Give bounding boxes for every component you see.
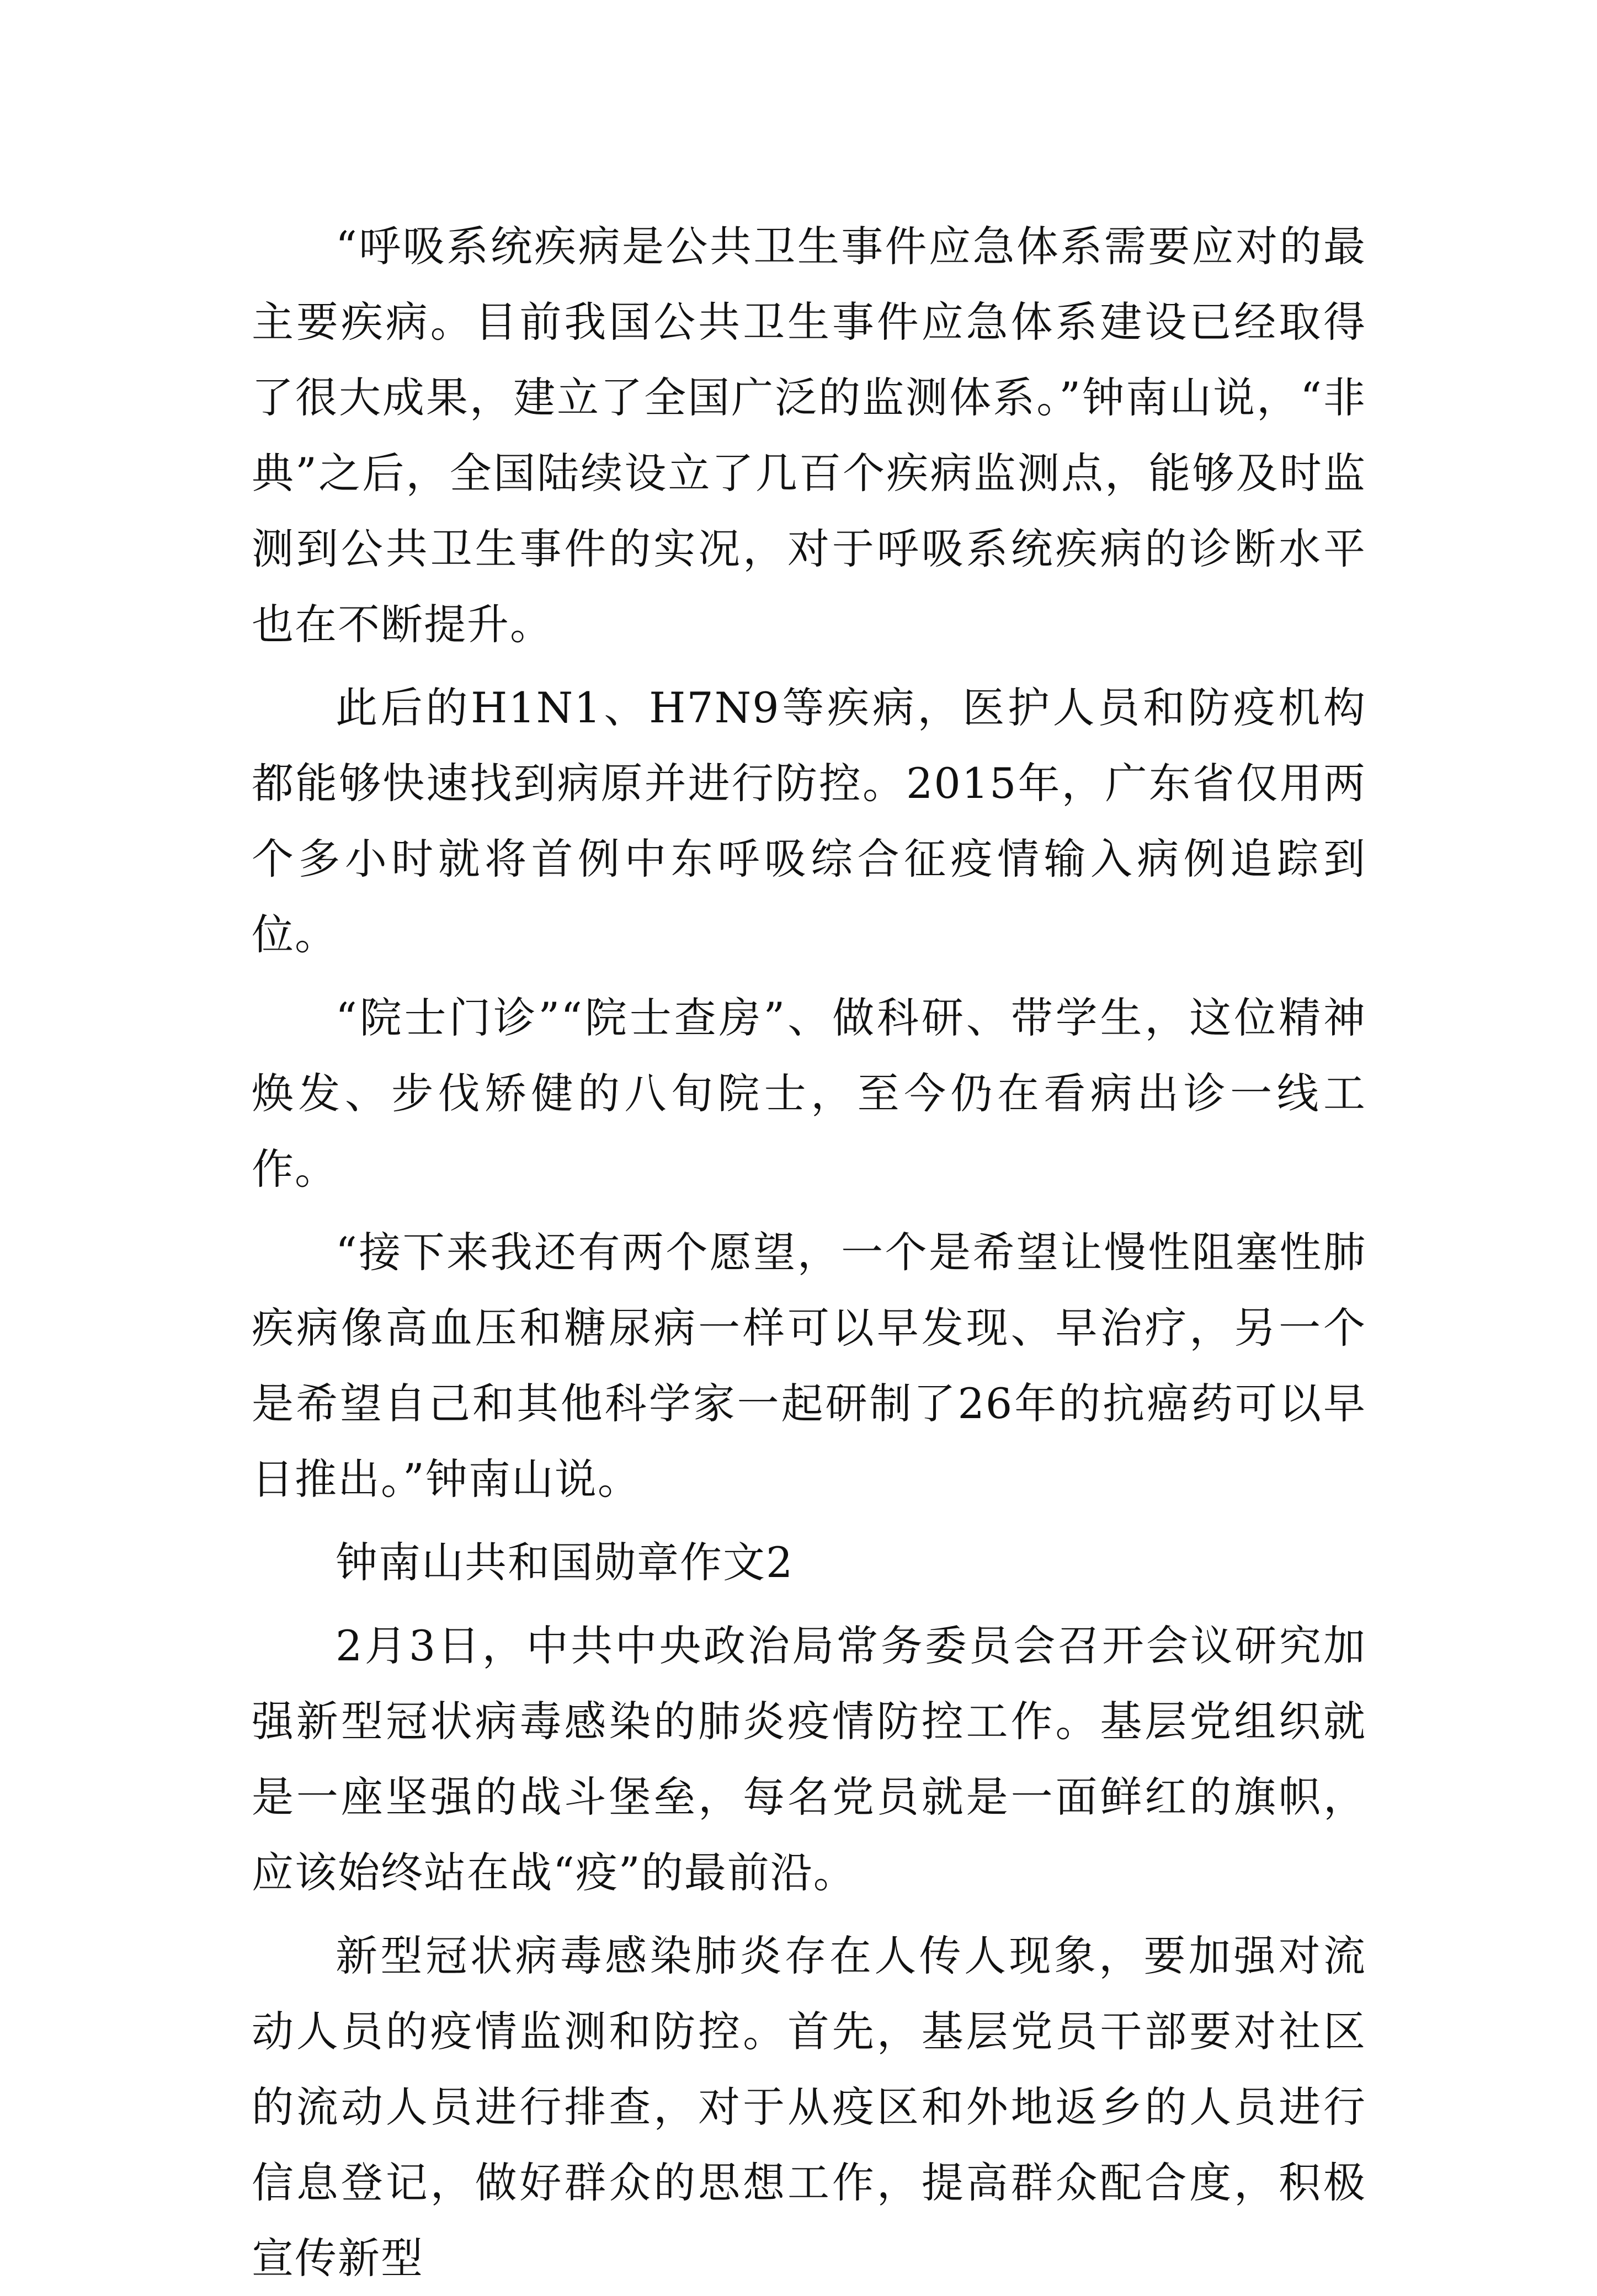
paragraph-2: 此后的H1N1、H7N9等疾病，医护人员和防疫机构都能够快速找到病原并进行防控。2015年，广东省仅用两个多小时就将首例中东呼吸综合征疫情输入病例追踪到位。	[252, 683, 1366, 959]
paragraph-6: 新型冠状病毒感染肺炎存在人传人现象，要加强对流动人员的疫情监测和防控。首先，基层党员干部要对社区的流动人员进行排查，对于从疫区和外地返乡的人员进行信息登记，做好群众的思想工作，提高群众配合度，积极宣传新型	[252, 1931, 1366, 2283]
paragraph-1: “呼吸系统疾病是公共卫生事件应急体系需要应对的最主要疾病。目前我国公共卫生事件应急体系建设已经取得了很大成果，建立了全国广泛的监测体系。”钟南山说，“非典”之后，全国陆续设立了几百个疾病监测点，能够及时监测到公共卫生事件的实况，对于呼吸系统疾病的诊断水平也在不断提升。	[252, 222, 1366, 649]
section-heading: 钟南山共和国勋章作文2	[336, 1538, 794, 1587]
paragraph-4: “接下来我还有两个愿望，一个是希望让慢性阻塞性肺疾病像高血压和糖尿病一样可以早发现、早治疗，另一个是希望自己和其他科学家一起研制了26年的抗癌药可以早日推出。”钟南山说。	[252, 1228, 1366, 1504]
document-body	[252, 209, 1366, 2296]
paragraph-5: 2月3日，中共中央政治局常务委员会召开会议研究加强新型冠状病毒感染的肺炎疫情防控工作。基层党组织就是一座坚强的战斗堡垒，每名党员就是一面鲜红的旗帜，应该始终站在战“疫”的最前沿。	[252, 1621, 1366, 1897]
paragraph-3: “院士门诊”“院士查房”、做科研、带学生，这位精神焕发、步伐矫健的八旬院士，至今仍在看病出诊一线工作。	[252, 993, 1366, 1194]
